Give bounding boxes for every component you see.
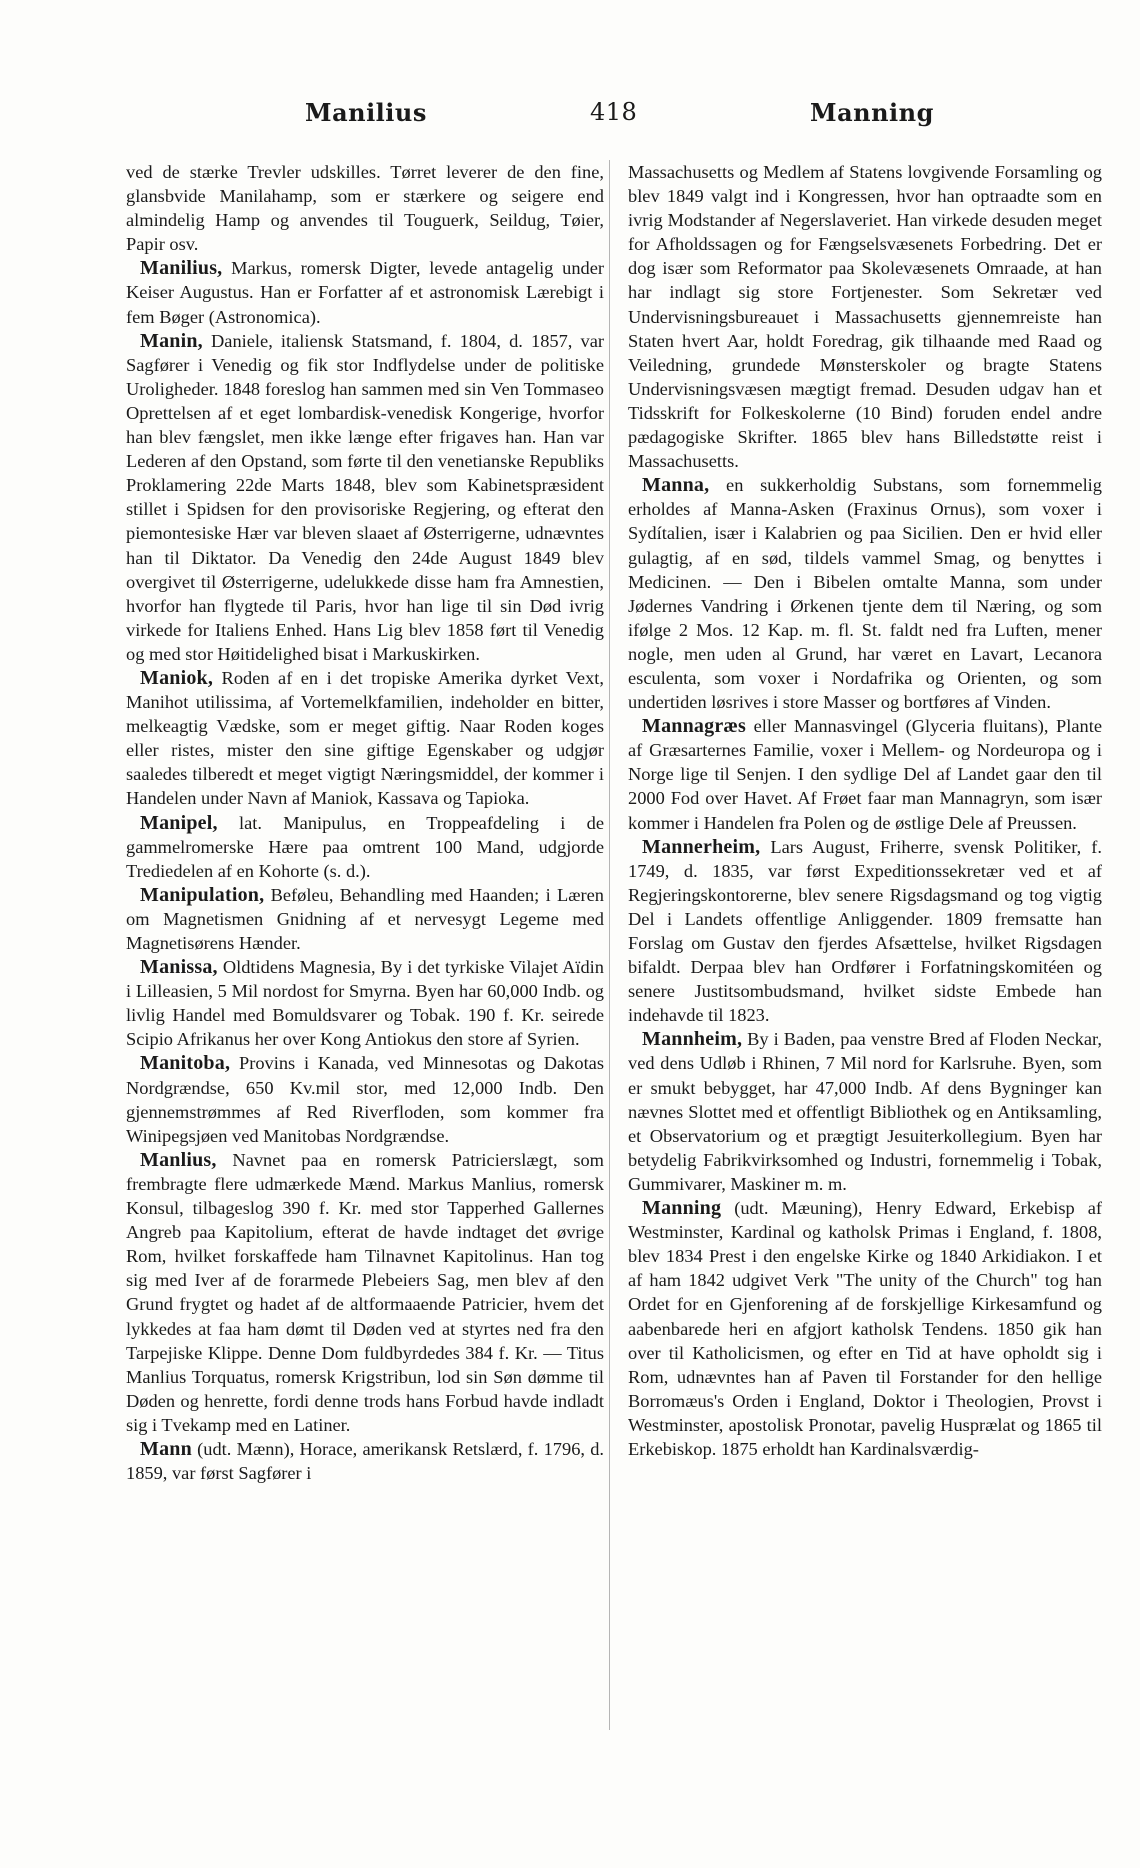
entry-text: Oldtidens Magnesia, By i det tyrkiske Vilajet Aïdin i Lilleasien, 5 Mil nordost for Smyrna. Byen har 60,000 Indb. og livlig Handel med Bomuldsvarer og Tobak. 190 f. Kr. seirede Scipio Afrikanus her over Kong Antiokus den store af Syrien. [126,957,604,1050]
entry-text: Navnet paa en romersk Patricierslægt, som frembragte flere udmærkede Mænd. Markus Manlius, romersk Konsul, tilbageslog 390 f. Kr. med stor Tapperhed Gallernes Angreb paa Kapitolium, efterat de havde indtaget det øvrige Rom, hvilket forskaffede ham Tilnavnet Kapitolinus. Han tog sig med Iver af de forarmede Plebeiers Sag, men blev af den Grund frygtet og hadet af de altformaaende Patricier, hvem det lykkedes at faa ham dømt til Døden ved at styrtes ned fra den Tarpejiske Klippe. Denne Dom fuldbyrdedes 384 f. Kr. — Titus Manlius Torquatus, romersk Krigstribun, lod sin Søn dømme til Døden og henrette, fordi denne trods hans Forbud havde indladt sig i Tvekamp med en Latiner. [126,1149,604,1435]
entry-manissa [126,955,604,1051]
entry-text: Provins i Kanada, ved Minnesotas og Dakotas Nordgrændse, 650 Kv.mil stor, med 12,000 Indb. Den gjennemstrømmes af Red Riverfloden, som kommer fra Winipegsjøen ved Manitobas Nordgrændse. [126,1053,604,1146]
entry-text: en sukkerholdig Substans, som fornemmelig erholdes af Manna-Asken (Fraxinus Ornus), som voxer i Sydítalien, især i Kalabrien og paa Sicilien. Den er hvid eller gulagtig, af en sød, tildels vammel Smag, og benyttes i Medicinen. — Den i Bibelen omtalte Manna, som under Jødernes Vandring i Ørkenen tjente dem til Næring, og som ifølge 2 Mos. 12 Kap. m. fl. St. faldt ned fra Luften, mener nogle, men uden al Grund, har været en Lavart, Lecanora esculenta, som voxer i Nordafrika og Orienten, og som undertiden løsrives i store Masser og bortføres af Vinden. [628,475,1102,713]
entry-headword: Mannheim, [642,1028,743,1051]
entry-headword: Manning [642,1197,722,1220]
entry-headword: Manin, [140,329,203,352]
entry-headword: Manna, [642,474,710,497]
entry-text: Lars August, Friherre, svensk Politiker, f. 1749, d. 1835, var først Expeditionssekretær ved et af Regjeringskontorerne, blev senere Rigsdagsmand og tog vigtig Del i Landets offentlige Anliggender. 1809 fremsatte han Forslag om Gustav den fjerdes Afsættelse, hvilket Rigsdagen bifaldt. Derpaa blev han Ordfører i Forfatningskomitéen og senere Justitsombudsmand, hvilket sidste Embede han indehavde til 1823. [628,836,1102,1026]
page-number: 418 [590,98,638,126]
entry-text: lat. Manipulus, en Troppeafdeling i de gammelromerske Hære paa omtrent 100 Mand, udgjorde Trediedelen af en Kohorte (s. d.). [126,812,604,881]
column-divider [609,160,610,1730]
header-left-catchword: Manilius [305,98,427,127]
entry-text: ved de stærke Trevler udskilles. Tørret leverer de den fine, glansbvide Manilahamp, som er stærkere og seigere end almindelig Hamp og anvendes til Touguerk, Seildug, Tøier, Papir osv. [126,162,604,255]
entry-text: (udt. Mænn), Horace, amerikansk Retslærd, f. 1796, d. 1859, var først Sagfører i [126,1438,604,1484]
entry-text: Roden af en i det tropiske Amerika dyrket Vext, Manihot utilissima, af Vortemelkfamilien, indeholder en bitter, melkeagtig Vædske, som er meget giftig. Naar Roden koges eller ristes, mister den sine giftige Egenskaber og udgjør saaledes tilberedt et meget vigtigt Næringsmiddel, der kommer i Handelen under Navn af Maniok, Kassava og Tapioka. [126,667,604,809]
entry-manning [628,1196,1102,1461]
entry-headword: Manipel, [140,811,218,834]
entry-headword: Mann [140,1437,192,1460]
entry-headword: Manitoba, [140,1052,231,1075]
entry-headword: Mannagræs [642,715,747,738]
right-column [628,160,1102,1461]
entry-manilius [126,256,604,328]
entry-headword: Manlius, [140,1148,217,1171]
entry-headword: Maniok, [140,666,214,689]
entry-manin [126,329,604,666]
entry-headword: Manissa, [140,956,218,979]
entry-text: Massachusetts og Medlem af Statens lovgivende Forsamling og blev 1849 valgt ind i Kongressen, hvor han optraadte som en ivrig Modstander af Negerslaveriet. Han virkede desuden meget for Afholdssagen og for Fængselsvæsenets Forbedring. Det er dog især som Reformator paa Skolevæsenets Omraade, at han har indlagt sig store Fortjenester. Som Sekretær ved Undervisningsbureauet i Massachusetts gjennemreiste han Staten hvert Aar, holdt Foredrag, gik tilhaande med Raad og Veiledning, grundede Mønsterskoler og bragte Statens Undervisningsvæsen mægtigt fremad. Desuden udgav han et Tidsskrift for Folkeskolerne (10 Bind) foruden endel andre pædagogiske Skrifter. 1865 blev hans Billedstøtte reist i Massachusetts. [628,162,1102,472]
entry-text: eller Mannasvingel (Glyceria fluitans), Plante af Græsarternes Familie, voxer i Mellem- og Nordeuropa og i Norge lige til Senjen. I den sydlige Del af Landet gaar den til 2000 Fod over Havet. Af Frøet faar man Mannagryn, som især kommer i Handelen fra Polen og de østlige Dele af Preussen. [628,716,1102,833]
entry-text: By i Baden, paa venstre Bred af Floden Neckar, ved dens Udløb i Rhinen, 7 Mil nord for Karlsruhe. Byen, som er smukt bebygget, har 47,000 Indb. Af dens Bygninger kan nævnes Slottet med et offentligt Bibliothek og en Antiksamling, et Observatorium og et prægtigt Jesuiterkollegium. Byen har betydelig Fabrikvirksomhed og Industri, fornemmelig i Tobak, Gummivarer, Maskiner m. m. [628,1029,1102,1194]
entry-manipel [126,811,604,883]
entry-manitoba [126,1051,604,1147]
entry-mannagraes [628,714,1102,834]
entry-mannheim [628,1027,1102,1196]
entry-text: Daniele, italiensk Statsmand, f. 1804, d. 1857, var Sagfører i Venedig og fik stor Indflydelse under de politiske Uroligheder. 1848 foreslog han sammen med sin Ven Tommaseo Oprettelsen af et eget lombardisk-venedisk Kongerige, hvorfor han blev fængslet, men ikke længe efter frigaves han. Han var Lederen af den Opstand, som førte til den venetianske Republiks Proklamering 22de Marts 1848, blev som Kabinetspræsident stillet i Spidsen for den provisoriske Regjering, og efterat den piemontesiske Hær var bleven slaaet af Østerrigerne, udnævntes han til Diktator. Da Venedig den 24de August 1849 blev overgivet til Østerrigerne, udelukkede disse ham fra Amnestien, hvorfor han flygtede til Paris, hvor han lige til sin Død ivrig virkede for Italiens Enhed. Hans Lig blev 1858 ført til Venedig og med stor Høitidelighed bisat i Markuskirken. [126,330,604,664]
entry-mannerheim [628,835,1102,1028]
left-column [126,160,604,1485]
entry-maniok [126,666,604,811]
entry-text: Markus, romersk Digter, levede antagelig under Keiser Augustus. Han er Forfatter af et astronomisk Lærebigt i fem Bøger (Astronomica). [126,258,604,327]
entry-continuation [126,160,604,256]
entry-text: (udt. Mæuning), Henry Edward, Erkebisp af Westminster, Kardinal og katholsk Primas i England, f. 1808, blev 1834 Prest i den engelske Kirke og 1840 Arkidiakon. I et af ham 1842 udgivet Verk "The unity of the Church" tog han Ordet for en Gjenforening af de forskjellige Kirkesamfund og aabenbarede heri en afgjort katholsk Tendens. 1850 gik han over til Katholicismen, og efter en Tid at have opholdt sig i Rom, udnævntes han af Paven til Forstander for den hellige Borromæus's Orden i England, Doktor i Theologien, Provst i Westminster, apostolisk Pronotar, pavelig Husprælat og 1865 til Erkebiskop. 1875 erholdt han Kardinalsværdig- [628,1198,1102,1459]
page-header [150,98,960,138]
entry-manipulation [126,883,604,955]
entry-text: Beføleu, Behandling med Haanden; i Læren om Magnetismen Gnidning af et nervesygt Legeme med Magnetisørens Hænder. [126,884,604,953]
entry-continuation [628,160,1102,473]
header-right-catchword: Manning [810,98,934,127]
entry-manna [628,473,1102,714]
entry-headword: Manipulation, [140,883,265,906]
entry-mann [126,1437,604,1485]
entry-headword: Manilius, [140,257,223,280]
entry-headword: Mannerheim, [642,835,761,858]
entry-manlius [126,1148,604,1437]
